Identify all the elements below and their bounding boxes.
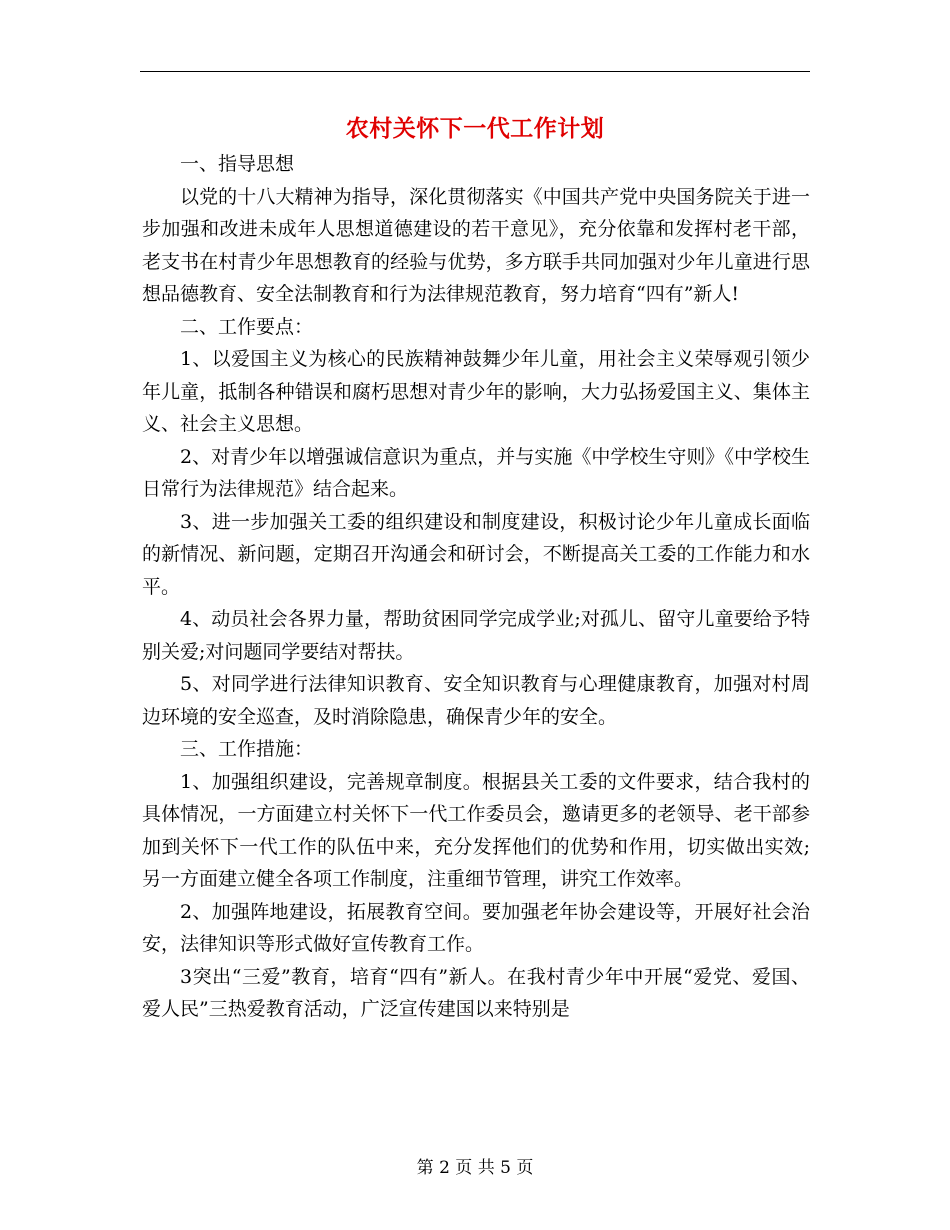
paragraph: 3突出“三爱”教育，培育“四有”新人。在我村青少年中开展“爱党、爱国、爱人民”三热爱教育活动，广泛宣传建国以来特别是 [142, 965, 810, 1020]
paragraph: 2、对青少年以增强诚信意识为重点，并与实施《中学校生守则》《中学校生日常行为法律规范》结合起来。 [142, 445, 810, 500]
paragraph: 1、以爱国主义为核心的民族精神鼓舞少年儿童，用社会主义荣辱观引领少年儿童，抵制各种错误和腐朽思想对青少年的影响，大力弘扬爱国主义、集体主义、社会主义思想。 [142, 348, 810, 435]
document-title: 农村关怀下一代工作计划 [345, 115, 605, 142]
paragraph: 2、加强阵地建设，拓展教育空间。要加强老年协会建设等，开展好社会治安，法律知识等形式做好宣传教育工作。 [142, 900, 810, 955]
paragraph: 4、动员社会各界力量，帮助贫困同学完成学业;对孤儿、留守儿童要给予特别关爱;对问题同学要结对帮扶。 [142, 608, 810, 663]
section-heading-guiding-ideology: 一、指导思想 [180, 153, 295, 175]
document-body [142, 148, 810, 1026]
section-heading-work-points: 二、工作要点： [180, 315, 314, 338]
paragraph: 1、加强组织建设，完善规章制度。根据县关工委的文件要求，结合我村的具体情况，一方面建立村关怀下一代工作委员会，邀请更多的老领导、老干部参加到关怀下一代工作的队伍中来，充分发挥他们的优势和作用，切实做出实效;另一方面建立健全各项工作制度，注重细节管理，讲究工作效率。 [142, 770, 810, 890]
paragraph: 以党的十八大精神为指导，深化贯彻落实《中国共产党中央国务院关于进一步加强和改进未成年人思想道德建设的若干意见》，充分依靠和发挥村老干部，老支书在村青少年思想教育的经验与优势，多方联手共同加强对少年儿童进行思想品德教育、安全法制教育和行为法律规范教育，努力培育“四有”新人! [142, 185, 810, 305]
header-rule [140, 71, 810, 72]
page-footer: 第 2 页 共 5 页 [416, 1158, 534, 1178]
section-heading-work-measures: 三、工作措施： [180, 738, 314, 760]
paragraph: 3、进一步加强关工委的组织建设和制度建设，积极讨论少年儿童成长面临的新情况、新问题，定期召开沟通会和研讨会，不断提高关工委的工作能力和水平。 [142, 510, 810, 598]
paragraph: 5、对同学进行法律知识教育、安全知识教育与心理健康教育，加强对村周边环境的安全巡查，及时消除隐患，确保青少年的安全。 [142, 673, 810, 728]
